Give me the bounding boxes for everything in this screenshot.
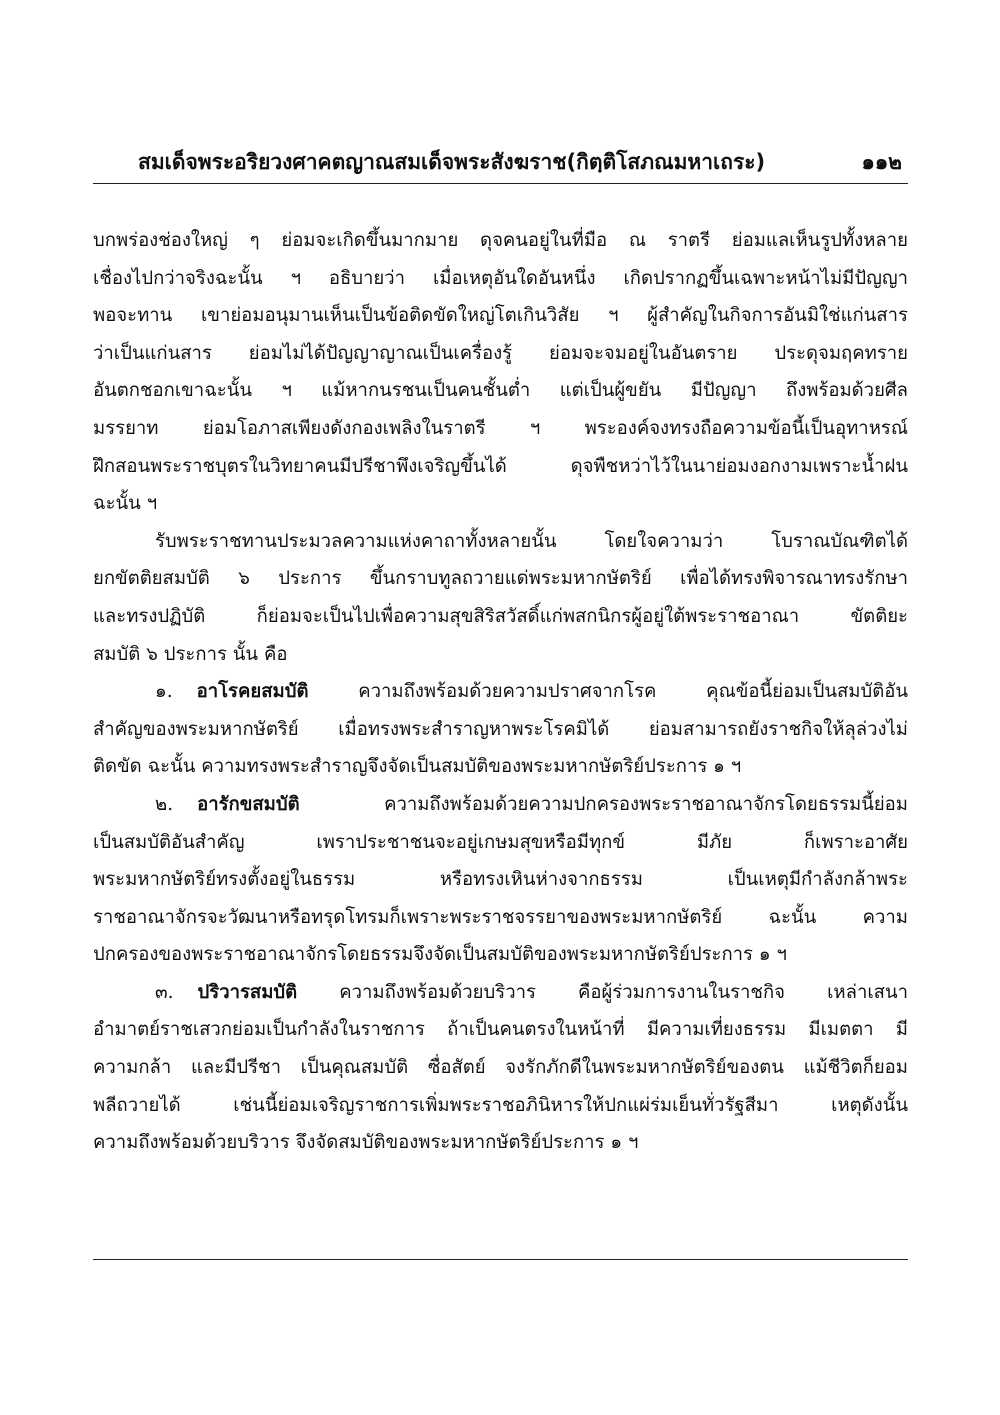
text-line: ปกครองของพระราชอาณาจักรโดยธรรมจึงจัดเป็นสมบัติของพระมหากษัตริย์ประการ ๑ ฯ: [93, 944, 787, 966]
text-line: ฝึกสอนพระราชบุตรในวิทยาคนมีปรีชาพึงเจริญขึ้นได้ ดุจพืชหว่าไว้ในนาย่อมงอกงามเพราะน้ำฝน: [93, 455, 908, 477]
term-definition: ความถึงพร้อมด้วยความปกครองพระราชอาณาจักรโดยธรรมนี้ย่อม: [384, 793, 908, 815]
text-line: มรรยาท ย่อมโอภาสเพียงดังกองเพลิงในราตรี ฯ พระองค์จงทรงถือความข้อนี้เป็นอุทาหรณ์: [93, 417, 908, 439]
text-line: รับพระราชทานประมวลความแห่งคาถาทั้งหลายนั้น โดยใจความว่า โบราณบัณฑิตได้: [155, 530, 908, 552]
text-line: ยกขัตติยสมบัติ ๖ ประการ ขึ้นกราบทูลถวายแด่พระมหากษัตริย์ เพื่อได้ทรงพิจารณาทรงรักษา: [93, 568, 908, 590]
list-number: ๒.: [155, 793, 174, 815]
list-item-heading: [93, 974, 908, 1012]
term-definition: ความถึงพร้อมด้วยความปราศจากโรค คุณข้อนี้ย่อมเป็นสมบัติอัน: [358, 681, 908, 703]
text-line: ความถึงพร้อมด้วยบริวาร จึงจัดสมบัติของพระมหากษัตริย์ประการ ๑ ฯ: [93, 1132, 639, 1154]
text-line: พระมหากษัตริย์ทรงตั้งอยู่ในธรรม หรือทรงเหินห่างจากธรรม เป็นเหตุมีกำลังกล้าพระ: [93, 869, 908, 891]
list-item-heading: [93, 786, 908, 824]
text-line: ราชอาณาจักรจะวัฒนาหรือทรุดโทรมก็เพราะพระราชจรรยาของพระมหากษัตริย์ ฉะนั้น ความ: [93, 906, 908, 928]
text-line: อำมาตย์ราชเสวกย่อมเป็นกำลังในราชการ ถ้าเป็นคนตรงในหน้าที่ มีความเที่ยงธรรม มีเมตตา มี: [93, 1019, 908, 1041]
text-line: พอจะทาน เขาย่อมอนุมานเห็นเป็นข้อติดขัดใหญ่โตเกินวิสัย ฯ ผู้สำคัญในกิจการอันมิใช่แก่นสาร: [93, 305, 908, 327]
term-definition: ความถึงพร้อมด้วยบริวาร คือผู้ร่วมการงานในราชกิจ เหล่าเสนา: [339, 981, 908, 1003]
term-heading: อาโรคยสมบัติ: [196, 681, 309, 703]
term-heading: อารักขสมบัติ: [197, 793, 300, 815]
list-number: ๑.: [155, 681, 173, 703]
term-heading: ปริวารสมบัติ: [197, 981, 298, 1003]
text-line: อันตกชอกเขาฉะนั้น ฯ แม้หากนรชนเป็นคนชั้นต่ำ แต่เป็นผู้ขยัน มีปัญญา ถึงพร้อมด้วยศีล: [93, 380, 908, 402]
page-number: ๑๑๒: [861, 150, 902, 174]
text-line: บกพร่องช่องใหญ่ ๆ ย่อมจะเกิดขึ้นมากมาย ดุจคนอยู่ในที่มือ ณ ราตรี ย่อมแลเห็นรูปทั้งหลาย: [93, 230, 908, 251]
text-line: เชื่องไปกว่าจริงฉะนั้น ฯ อธิบายว่า เมื่อเหตุอันใดอันหนึ่ง เกิดปรากฏขึ้นเฉพาะหน้าไม่มีปัญญา: [93, 267, 908, 289]
header-rule: [93, 183, 908, 184]
text-line: ติดขัด ฉะนั้น ความทรงพระสำราญจึงจัดเป็นสมบัติของพระมหากษัตริย์ประการ ๑ ฯ: [93, 756, 742, 778]
list-number: ๓.: [155, 981, 174, 1003]
text-line: และทรงปฏิบัติ ก็ย่อมจะเป็นไปเพื่อความสุขสิริสวัสดิ์แก่พสกนิกรผู้อยู่ใต้พระราชอาณา ขัตติยะ: [93, 605, 908, 627]
footer-rule: [93, 1259, 908, 1260]
running-header-title: สมเด็จพระอริยวงศาคตญาณสมเด็จพระสังฆราช(กิตฺติโสภณมหาเถระ): [138, 150, 766, 174]
text-line: สมบัติ ๖ ประการ นั้น คือ: [93, 643, 288, 665]
page-header: [93, 138, 908, 182]
text-line: พลีถวายได้ เช่นนี้ย่อมเจริญราชการเพิ่มพระราชอภินิหารให้ปกแผ่ร่มเย็นทั่วรัฐสีมา เหตุดังนั้น: [93, 1094, 908, 1116]
text-line: ว่าเป็นแก่นสาร ย่อมไม่ได้ปัญญาญาณเป็นเครื่องรู้ ย่อมจะจมอยู่ในอันตราย ประดุจมฤคทราย: [93, 342, 908, 364]
text-line: ฉะนั้น ฯ: [93, 493, 158, 515]
list-item-heading: [93, 673, 908, 711]
body-text: [93, 222, 908, 1162]
text-line: สำคัญของพระมหากษัตริย์ เมื่อทรงพระสำราญหาพระโรคมิได้ ย่อมสามารถยังราชกิจให้ลุล่วงไม่: [93, 718, 908, 740]
text-line: ความกล้า และมีปรีชา เป็นคุณสมบัติ ซื่อสัตย์ จงรักภักดีในพระมหากษัตริย์ของตน แม้ชีวิตก็ยอม: [93, 1057, 908, 1079]
text-line: เป็นสมบัติอันสำคัญ เพราประชาชนจะอยู่เกษมสุขหรือมีทุกข์ มีภัย ก็เพราะอาศัย: [93, 831, 908, 853]
